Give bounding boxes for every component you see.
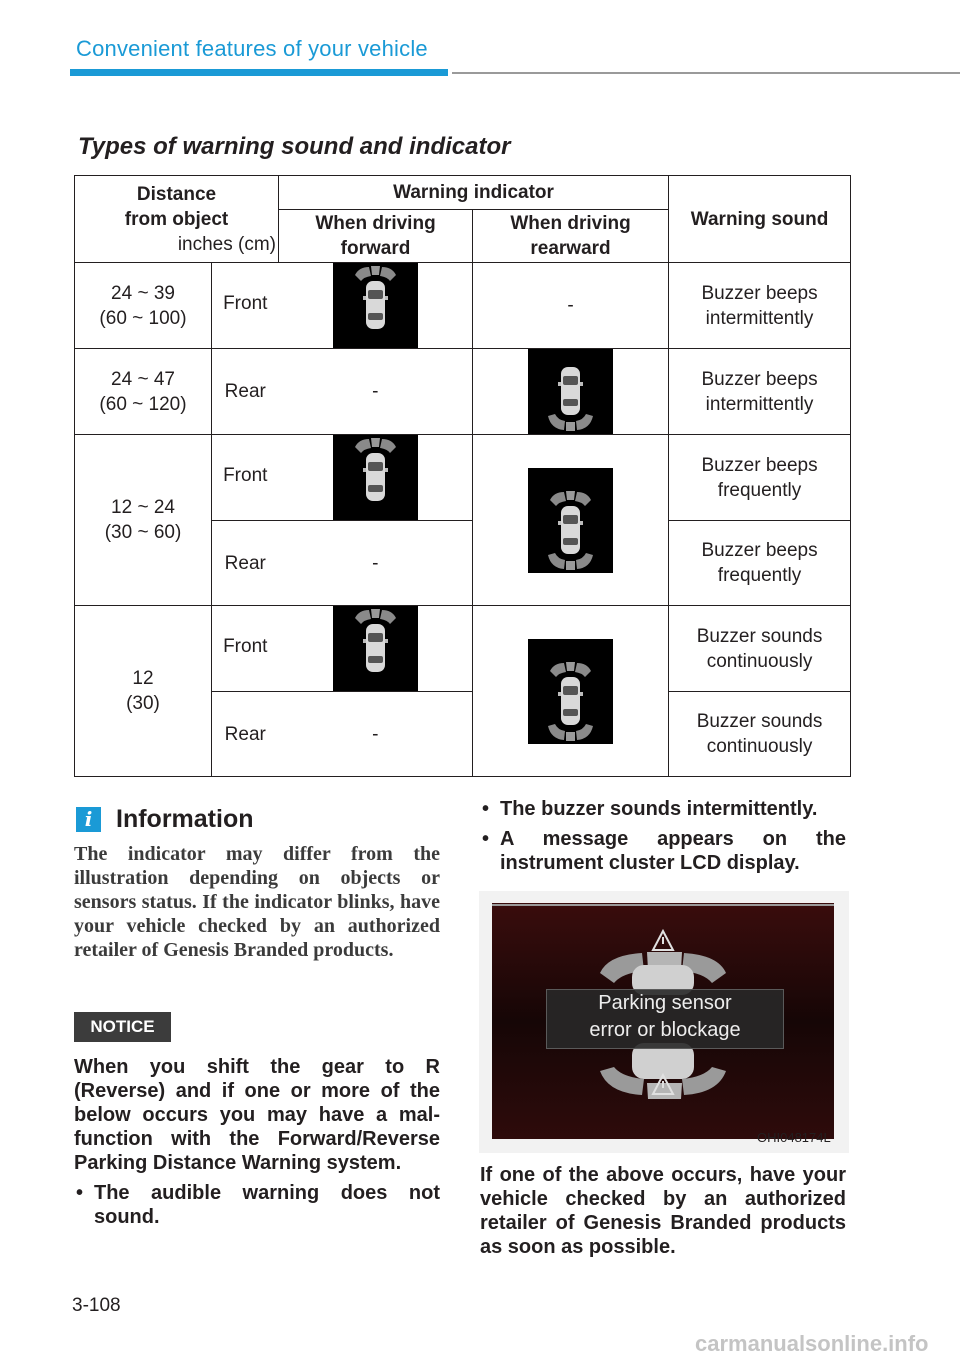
forward-indicator: - xyxy=(279,349,473,435)
distance-value: 12 xyxy=(132,668,154,689)
distance-value-cm: (60 ~ 120) xyxy=(99,393,187,415)
information-title: Information xyxy=(116,805,254,833)
warning-sound-cell: Buzzer sounds continuously xyxy=(669,692,851,777)
distance-value-cm: (30 ~ 60) xyxy=(104,522,182,543)
header-rearward: When driving rearward xyxy=(473,210,669,263)
lcd-message-line2: error or blockage xyxy=(589,1019,741,1041)
forward-indicator: - xyxy=(279,521,473,606)
distance-value: 24 ~ 39 xyxy=(111,282,175,304)
warning-sound-cell: Buzzer sounds continuously xyxy=(669,606,851,692)
position-label: Rear xyxy=(212,349,279,435)
rearward-indicator xyxy=(473,606,669,777)
header-warning-indicator: Warning indicator xyxy=(279,176,669,210)
position-label: Rear xyxy=(212,521,279,606)
lcd-message-line1: Parking sensor xyxy=(598,992,732,1014)
notice-body xyxy=(74,1055,440,1229)
notice-text: When you shift the gear to R (Reverse) and if one or more of the below occurs you may have a mal-function with the Forward/Reverse Parking Distance Warning system. xyxy=(74,1056,440,1174)
distance-value: 24 ~ 47 xyxy=(111,368,175,390)
rear-sensor-indicator-image xyxy=(528,349,613,434)
front-rear-sensor-indicator-image xyxy=(528,468,613,573)
forward-indicator xyxy=(279,435,473,521)
forward-indicator: - xyxy=(279,692,473,777)
header-section-title: Convenient features of your vehicle xyxy=(76,36,428,61)
rearward-indicator xyxy=(473,435,669,606)
warning-table xyxy=(74,175,851,777)
info-icon: i xyxy=(76,807,101,832)
warning-sound-cell: Buzzer beeps frequently xyxy=(669,435,851,521)
position-label: Front xyxy=(212,263,279,349)
header-warning-sound: Warning sound xyxy=(669,176,851,263)
warning-sound-cell: Buzzer beeps intermittently xyxy=(669,349,851,435)
header-divider xyxy=(452,72,960,74)
position-label: Rear xyxy=(212,692,279,777)
notice-bullet: • The buzzer sounds intermittently. xyxy=(480,797,846,821)
position-label: Front xyxy=(212,435,279,521)
header-forward: When driving forward xyxy=(279,210,473,263)
header-distance-line2: from object xyxy=(124,208,229,230)
closing-instruction: If one of the above occurs, have your vehicle checked by an authorized retailer of Genesis Branded products as soon as possible. xyxy=(480,1164,846,1258)
front-sensor-indicator-image xyxy=(333,263,418,348)
lcd-warning-message xyxy=(546,989,784,1049)
distance-cell xyxy=(75,349,212,435)
distance-value: 12 ~ 24 xyxy=(111,497,175,518)
header-distance-units: inches (cm) xyxy=(177,233,277,255)
notice-bullet: • A message appears on the instrument cluster LCD display. xyxy=(480,827,846,875)
notice-bullet-list-continued xyxy=(480,797,846,881)
distance-cell xyxy=(75,435,212,606)
warning-sound-cell: Buzzer beeps intermittently xyxy=(669,263,851,349)
front-sensor-close-indicator-image xyxy=(333,606,418,691)
forward-indicator xyxy=(279,606,473,692)
rearward-indicator xyxy=(473,349,669,435)
notice-badge: NOTICE xyxy=(74,1012,171,1042)
front-rear-sensor-close-indicator-image xyxy=(528,639,613,744)
header-distance-line1: Distance xyxy=(136,183,217,205)
rearward-indicator: - xyxy=(473,263,669,349)
information-body: The indicator may differ from the illustration depending on objects or sensors status. If the indicator blinks, have your vehicle checked by an authorized retailer of Genesis Branded products. xyxy=(74,843,440,961)
watermark: carmanualsonline.info xyxy=(695,1331,929,1356)
forward-indicator xyxy=(279,263,473,349)
warning-sound-cell: Buzzer beeps frequently xyxy=(669,521,851,606)
position-label: Front xyxy=(212,606,279,692)
header-distance xyxy=(75,176,279,263)
image-code: OHI048174L xyxy=(757,1130,831,1145)
section-heading: Types of warning sound and indicator xyxy=(78,133,511,160)
distance-cell xyxy=(75,606,212,777)
header-accent-bar xyxy=(70,69,448,76)
distance-cell xyxy=(75,263,212,349)
front-sensor-indicator-image xyxy=(333,435,418,520)
distance-value-cm: (60 ~ 100) xyxy=(99,307,187,329)
distance-value-cm: (30) xyxy=(126,693,160,714)
notice-bullet: • The audible warning does not sound. xyxy=(74,1181,440,1229)
notice-bullet-list xyxy=(74,1181,440,1229)
page-number: 3-108 xyxy=(72,1295,121,1316)
